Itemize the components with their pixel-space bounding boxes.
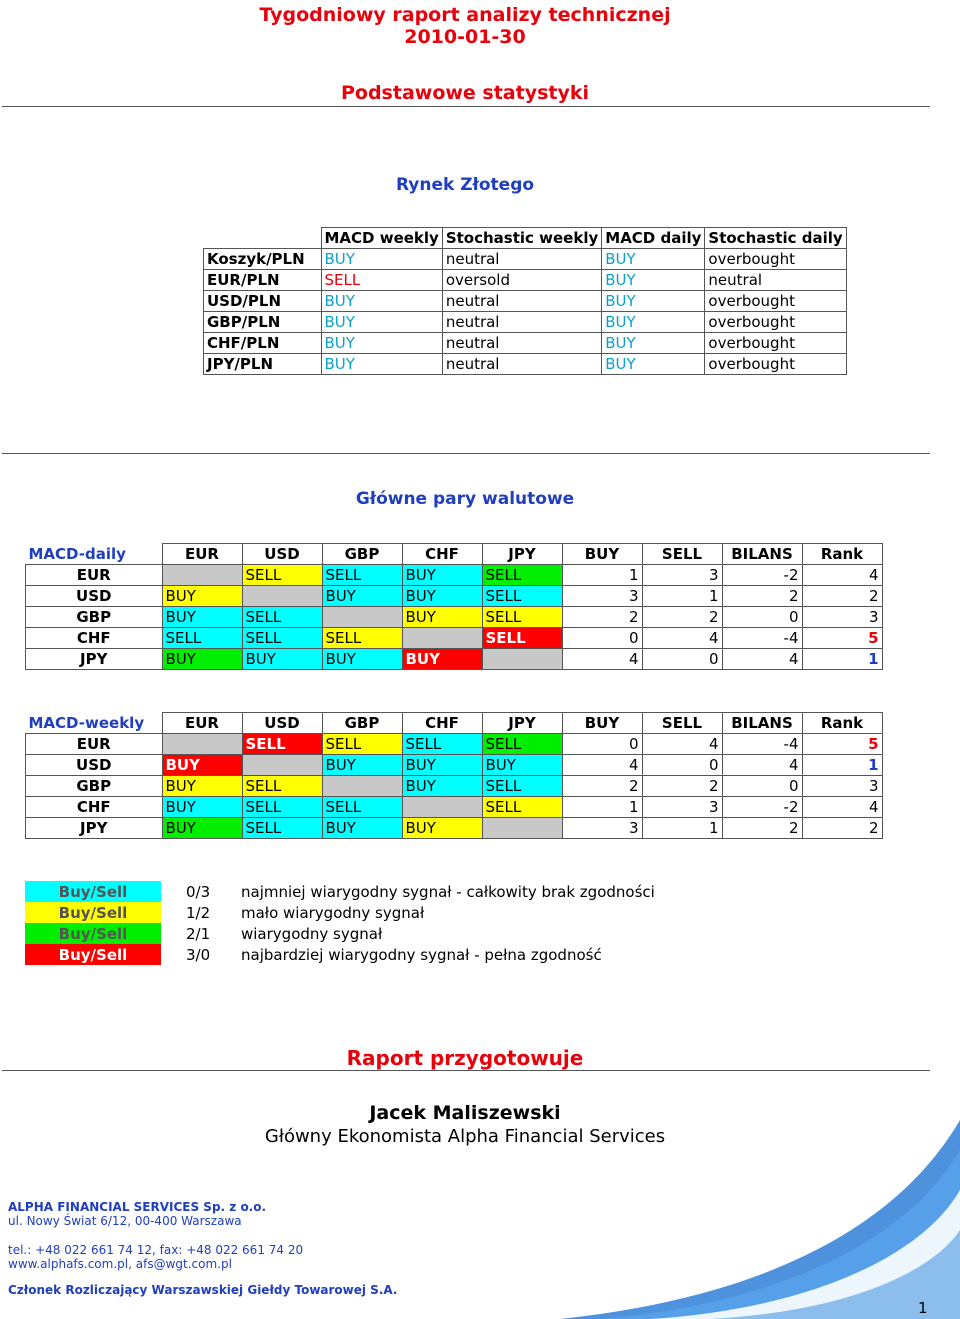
stats-row xyxy=(204,270,847,291)
matrix-signal-cell: SELL xyxy=(242,607,322,628)
matrix-rank: 3 xyxy=(802,776,882,797)
matrix-bilans: -4 xyxy=(722,628,802,649)
stats-signal: BUY xyxy=(602,333,705,354)
matrix-buy-count: 2 xyxy=(562,607,642,628)
matrix-sell-count: 2 xyxy=(642,607,722,628)
author-name: Jacek Maliszewski xyxy=(369,1102,561,1124)
matrix-buy-count: 3 xyxy=(562,818,642,839)
legend-row xyxy=(25,923,658,944)
matrix-signal-cell: SELL xyxy=(322,628,402,649)
matrix-signal-cell: SELL xyxy=(242,734,322,755)
stats-stochastic: neutral xyxy=(442,333,601,354)
stats-header: Stochastic daily xyxy=(705,228,846,249)
matrix-column-header: SELL xyxy=(642,544,722,565)
stats-signal: BUY xyxy=(602,312,705,333)
matrix-rank: 3 xyxy=(802,607,882,628)
matrix-sell-count: 0 xyxy=(642,755,722,776)
matrix-signal-cell: SELL xyxy=(242,565,322,586)
matrix-column-header: SELL xyxy=(642,713,722,734)
report-title: Tygodniowy raport analizy technicznej xyxy=(259,4,671,26)
matrix-row xyxy=(26,565,883,586)
matrix-row-label: GBP xyxy=(26,607,163,628)
stats-stochastic: overbought xyxy=(705,354,846,375)
matrix-signal-cell: BUY xyxy=(322,755,402,776)
matrix-rank: 5 xyxy=(802,734,882,755)
matrix-signal-cell: SELL xyxy=(482,628,562,649)
stats-row xyxy=(204,354,847,375)
stats-stochastic: neutral xyxy=(442,291,601,312)
matrix-signal-cell xyxy=(322,776,402,797)
matrix-sell-count: 2 xyxy=(642,776,722,797)
page-number: 1 xyxy=(918,1299,928,1317)
matrix-signal-cell: SELL xyxy=(242,628,322,649)
matrix-column-header: CHF xyxy=(402,713,482,734)
matrix-signal-cell: SELL xyxy=(482,607,562,628)
matrix-signal-cell: SELL xyxy=(322,797,402,818)
matrix-buy-count: 1 xyxy=(562,797,642,818)
matrix-signal-cell: BUY xyxy=(402,755,482,776)
divider xyxy=(2,1070,930,1071)
stats-row xyxy=(204,333,847,354)
matrix-signal-cell xyxy=(162,734,242,755)
stats-row xyxy=(204,249,847,270)
stats-stochastic: oversold xyxy=(442,270,601,291)
matrix-rank: 1 xyxy=(802,649,882,670)
stats-signal: BUY xyxy=(321,291,442,312)
stats-pair-label: JPY/PLN xyxy=(204,354,322,375)
stats-table xyxy=(203,227,847,375)
matrix-buy-count: 4 xyxy=(562,755,642,776)
matrix-row-label: GBP xyxy=(26,776,163,797)
matrix-signal-cell: SELL xyxy=(402,734,482,755)
matrix-row-label: CHF xyxy=(26,628,163,649)
matrix-label: MACD-daily xyxy=(26,544,163,565)
matrix-rank: 1 xyxy=(802,755,882,776)
footer-swoosh-graphic xyxy=(560,1120,960,1319)
matrix-signal-cell xyxy=(242,586,322,607)
matrix-bilans: 4 xyxy=(722,649,802,670)
footer-phone: tel.: +48 022 661 74 12, fax: +48 022 661 74 20 xyxy=(8,1243,304,1257)
stats-corner xyxy=(204,228,322,249)
matrix-buy-count: 0 xyxy=(562,734,642,755)
matrix-buy-count: 1 xyxy=(562,565,642,586)
legend-table xyxy=(25,881,658,965)
matrix-signal-cell: SELL xyxy=(162,628,242,649)
matrix-header-row xyxy=(26,713,883,734)
stats-stochastic: overbought xyxy=(705,333,846,354)
legend-description: wiarygodny sygnał xyxy=(241,924,383,943)
matrix-row-label: EUR xyxy=(26,734,163,755)
matrix-header-row xyxy=(26,544,883,565)
matrix-sell-count: 3 xyxy=(642,797,722,818)
legend-ratio: 1/2 xyxy=(186,903,211,922)
matrix-column-header: GBP xyxy=(322,544,402,565)
matrix-column-header: BILANS xyxy=(722,713,802,734)
matrix-bilans: 4 xyxy=(722,755,802,776)
matrix-rank: 4 xyxy=(802,797,882,818)
matrix-signal-cell: SELL xyxy=(322,734,402,755)
matrix-bilans: 2 xyxy=(722,586,802,607)
matrix-row xyxy=(26,628,883,649)
matrix-column-header: EUR xyxy=(162,713,242,734)
matrix-signal-cell: BUY xyxy=(162,797,242,818)
matrix-row-label: USD xyxy=(26,755,163,776)
matrix-signal-cell xyxy=(242,755,322,776)
stats-signal: BUY xyxy=(602,270,705,291)
matrix-signal-cell: BUY xyxy=(162,755,242,776)
stats-stochastic: neutral xyxy=(705,270,846,291)
legend-row xyxy=(25,881,658,902)
matrix-signal-cell: SELL xyxy=(482,797,562,818)
matrix-rank: 4 xyxy=(802,565,882,586)
legend-swatch: Buy/Sell xyxy=(25,902,161,923)
matrix-rank: 2 xyxy=(802,586,882,607)
matrix-signal-cell: BUY xyxy=(402,607,482,628)
matrix-signal-cell: SELL xyxy=(322,565,402,586)
matrix-buy-count: 2 xyxy=(562,776,642,797)
matrix-bilans: 0 xyxy=(722,607,802,628)
matrix-column-header: JPY xyxy=(482,713,562,734)
report-date: 2010-01-30 xyxy=(404,26,526,48)
matrix-signal-cell xyxy=(482,818,562,839)
matrix-signal-cell: BUY xyxy=(482,755,562,776)
matrix-signal-cell: BUY xyxy=(402,776,482,797)
matrix-buy-count: 4 xyxy=(562,649,642,670)
matrix-row xyxy=(26,755,883,776)
matrix-sell-count: 4 xyxy=(642,734,722,755)
section-title-major-pairs: Główne pary walutowe xyxy=(355,489,575,509)
stats-signal: BUY xyxy=(602,354,705,375)
legend-ratio: 3/0 xyxy=(186,945,211,964)
matrix-sell-count: 1 xyxy=(642,818,722,839)
macd-weekly-table xyxy=(25,712,883,839)
stats-signal: BUY xyxy=(321,333,442,354)
legend-description: najbardziej wiarygodny sygnał - pełna zgodność xyxy=(241,945,602,964)
matrix-signal-cell: BUY xyxy=(162,607,242,628)
matrix-column-header: JPY xyxy=(482,544,562,565)
matrix-column-header: Rank xyxy=(802,713,882,734)
stats-stochastic: overbought xyxy=(705,249,846,270)
matrix-signal-cell: BUY xyxy=(322,649,402,670)
stats-pair-label: EUR/PLN xyxy=(204,270,322,291)
matrix-sell-count: 1 xyxy=(642,586,722,607)
matrix-sell-count: 0 xyxy=(642,649,722,670)
legend-swatch: Buy/Sell xyxy=(25,923,161,944)
divider xyxy=(2,106,930,107)
legend-swatch: Buy/Sell xyxy=(25,881,161,902)
matrix-sell-count: 4 xyxy=(642,628,722,649)
matrix-signal-cell xyxy=(402,628,482,649)
stats-pair-label: Koszyk/PLN xyxy=(204,249,322,270)
matrix-column-header: BUY xyxy=(562,544,642,565)
legend-row xyxy=(25,902,658,923)
stats-row xyxy=(204,291,847,312)
matrix-signal-cell: BUY xyxy=(162,818,242,839)
legend-ratio: 0/3 xyxy=(186,882,211,901)
stats-row xyxy=(204,312,847,333)
matrix-bilans: -4 xyxy=(722,734,802,755)
matrix-column-header: BILANS xyxy=(722,544,802,565)
matrix-row xyxy=(26,818,883,839)
matrix-buy-count: 0 xyxy=(562,628,642,649)
stats-header: MACD weekly xyxy=(321,228,442,249)
matrix-bilans: -2 xyxy=(722,797,802,818)
stats-signal: BUY xyxy=(602,249,705,270)
matrix-signal-cell: BUY xyxy=(402,818,482,839)
matrix-column-header: BUY xyxy=(562,713,642,734)
matrix-signal-cell: SELL xyxy=(482,565,562,586)
matrix-column-header: EUR xyxy=(162,544,242,565)
stats-stochastic: overbought xyxy=(705,291,846,312)
author-heading: Raport przygotowuje xyxy=(346,1046,584,1070)
matrix-row-label: JPY xyxy=(26,649,163,670)
matrix-signal-cell: BUY xyxy=(162,586,242,607)
footer-web[interactable]: www.alphafs.com.pl, afs@wgt.com.pl xyxy=(8,1257,232,1271)
matrix-signal-cell: SELL xyxy=(482,776,562,797)
section-title-statistics: Podstawowe statystyki xyxy=(340,82,590,104)
matrix-row xyxy=(26,776,883,797)
legend-description: mało wiarygodny sygnał xyxy=(241,903,425,922)
stats-header: MACD daily xyxy=(602,228,705,249)
matrix-row-label: EUR xyxy=(26,565,163,586)
matrix-bilans: -2 xyxy=(722,565,802,586)
matrix-column-header: CHF xyxy=(402,544,482,565)
matrix-signal-cell: BUY xyxy=(322,818,402,839)
matrix-row-label: JPY xyxy=(26,818,163,839)
matrix-signal-cell: BUY xyxy=(242,649,322,670)
legend-ratio: 2/1 xyxy=(186,924,211,943)
stats-stochastic: neutral xyxy=(442,312,601,333)
matrix-signal-cell xyxy=(162,565,242,586)
matrix-column-header: USD xyxy=(242,544,322,565)
matrix-column-header: GBP xyxy=(322,713,402,734)
matrix-signal-cell: BUY xyxy=(162,776,242,797)
stats-signal: BUY xyxy=(602,291,705,312)
stats-signal: BUY xyxy=(321,312,442,333)
footer-member: Członek Rozliczający Warszawskiej Giełdy Towarowej S.A. xyxy=(8,1283,398,1297)
matrix-signal-cell xyxy=(482,649,562,670)
stats-signal: SELL xyxy=(321,270,442,291)
matrix-row-label: CHF xyxy=(26,797,163,818)
author-role: Główny Ekonomista Alpha Financial Services xyxy=(264,1126,666,1147)
stats-header: Stochastic weekly xyxy=(442,228,601,249)
stats-signal: BUY xyxy=(321,249,442,270)
divider xyxy=(2,453,930,454)
stats-pair-label: CHF/PLN xyxy=(204,333,322,354)
section-subtitle-zloty: Rynek Złotego xyxy=(395,175,535,195)
matrix-signal-cell: SELL xyxy=(482,734,562,755)
stats-signal: BUY xyxy=(321,354,442,375)
matrix-row xyxy=(26,649,883,670)
matrix-signal-cell: SELL xyxy=(242,797,322,818)
matrix-signal-cell: SELL xyxy=(482,586,562,607)
matrix-signal-cell: BUY xyxy=(402,586,482,607)
matrix-signal-cell: BUY xyxy=(322,586,402,607)
matrix-bilans: 2 xyxy=(722,818,802,839)
matrix-sell-count: 3 xyxy=(642,565,722,586)
matrix-row xyxy=(26,797,883,818)
matrix-column-header: Rank xyxy=(802,544,882,565)
matrix-bilans: 0 xyxy=(722,776,802,797)
legend-row xyxy=(25,944,658,965)
matrix-rank: 2 xyxy=(802,818,882,839)
matrix-signal-cell: SELL xyxy=(242,818,322,839)
matrix-row xyxy=(26,586,883,607)
matrix-row-label: USD xyxy=(26,586,163,607)
legend-description: najmniej wiarygodny sygnał - całkowity brak zgodności xyxy=(241,882,655,901)
matrix-buy-count: 3 xyxy=(562,586,642,607)
matrix-signal-cell: BUY xyxy=(162,649,242,670)
matrix-label: MACD-weekly xyxy=(26,713,163,734)
matrix-row xyxy=(26,607,883,628)
stats-stochastic: overbought xyxy=(705,312,846,333)
matrix-signal-cell: SELL xyxy=(242,776,322,797)
matrix-column-header: USD xyxy=(242,713,322,734)
stats-stochastic: neutral xyxy=(442,354,601,375)
matrix-signal-cell xyxy=(402,797,482,818)
macd-daily-table xyxy=(25,543,883,670)
matrix-signal-cell: BUY xyxy=(402,565,482,586)
stats-stochastic: neutral xyxy=(442,249,601,270)
matrix-row xyxy=(26,734,883,755)
footer-address: ul. Nowy Świat 6/12, 00-400 Warszawa xyxy=(8,1214,242,1228)
matrix-rank: 5 xyxy=(802,628,882,649)
footer-company: ALPHA FINANCIAL SERVICES Sp. z o.o. xyxy=(8,1200,267,1214)
legend-swatch: Buy/Sell xyxy=(25,944,161,965)
stats-pair-label: USD/PLN xyxy=(204,291,322,312)
matrix-signal-cell: BUY xyxy=(402,649,482,670)
stats-pair-label: GBP/PLN xyxy=(204,312,322,333)
matrix-signal-cell xyxy=(322,607,402,628)
